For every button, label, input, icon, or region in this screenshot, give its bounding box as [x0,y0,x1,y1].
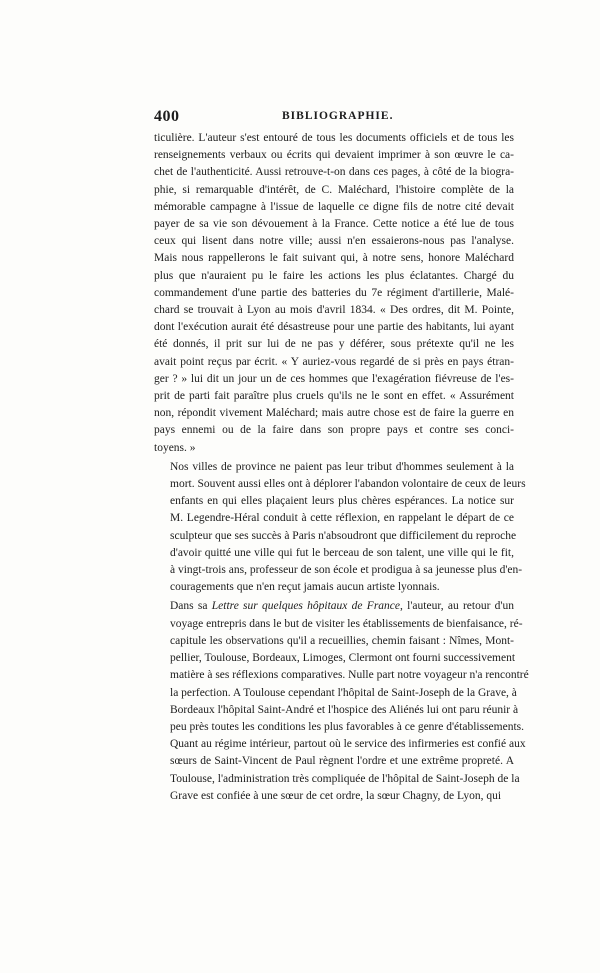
text-line: à vingt-trois ans, professeur de son école et prodigua à sa jeunesse plus d'en- [170,564,523,577]
body-text [154,130,529,805]
text-line: mort. Souvent aussi elles ont à déplorer l'abandon volontaire de ceux de leurs [170,478,526,491]
text-line: couragements que n'en reçut jamais aucun artiste lyonnais. [170,581,440,594]
paragraph-hopitaux [154,598,529,804]
paragraph-legendre-heral [154,459,526,597]
text-line: sœurs de Saint-Vincent de Paul règnent l'ordre et une extrême propreté. A [170,755,514,768]
text-line: dont l'exécution aurait été désastreuse pour une partie des habitants, lui ayant [154,321,514,334]
text-line: été donnés, il prit sur lui de ne pas y déférer, sous prétexte qu'il ne les [154,338,514,351]
text-line: Quant au régime intérieur, partout où le service des infirmeries est confié aux [170,738,526,751]
text-line: voyage entrepris dans le but de visiter les établissements de bienfaisance, ré- [170,617,523,630]
text-line: ticulière. L'auteur s'est entouré de tous les documents officiels et de tous les [154,132,514,144]
work-title: Lettre sur quelques hôpitaux de France [211,600,401,613]
text-line: capitule les observations qu'il a recueillies, chemin faisant : Nîmes, Mont- [170,634,514,647]
text-line: mémorable campagne à l'issue de laquelle ce digne fils de notre cité devait [154,200,514,213]
text-line: d'avoir quitté une ville qui fut le berceau de son talent, une ville qui le fit, [170,546,514,559]
text-line: peu près toutes les conditions les plus favorables à ce genre d'établissements. [170,720,525,733]
text-line: la perfection. A Toulouse cependant l'hôpital de Saint-Joseph de la Grave, à [170,686,517,699]
text-line: Grave est confiée à une sœur de cet ordre, la sœur Chagny, de Lyon, qui [170,789,502,802]
text-line: ger ? » lui dit un jour un de ces hommes que l'exagération fiévreuse de l'es- [154,372,514,385]
text-line-tail: , l'auteur, au retour d'un [400,600,514,613]
text-line: payer de sa vie son dévouement à la France. Cette notice a été lue de tous [154,218,514,231]
text-line: chard se trouvait à Lyon au mois d'avril 1834. « Des ordres, dit M. Pointe, [154,304,514,317]
text-line: ceux qui lisent dans notre ville; aussi n'en essaierons-nous pas l'analyse. [154,235,514,248]
page-header [154,108,514,126]
text-line: avait point reçus par écrit. « Y auriez-vous regardé de si près en pays étran- [154,355,514,368]
text-line: commandement d'une partie des batteries du 7e régiment d'artillerie, Malé- [154,286,514,299]
page-number: 400 [154,108,180,125]
paragraph-maléchard [154,130,514,457]
text-line [154,598,514,615]
text-line: chet de l'authenticité. Aussi retrouve-t-on dans ces pages, à côté de la biogra- [154,166,514,179]
text-line: renseignements verbaux ou écrits qui devaient imprimer à son œuvre le ca- [154,149,514,162]
text-line: matière à ses réflexions comparatives. Nulle part notre voyageur n'a rencontré [170,669,529,682]
text-line: M. Legendre-Héral conduit à cette réflexion, en rappelant le départ de ce [170,512,514,525]
text-line: Bordeaux l'hôpital Saint-André et l'hospice des Aliénés lui ont paru réunir à [170,703,519,716]
text-line: enfants en qui elles plaçaient leurs plus chères espérances. La notice sur [170,495,514,508]
text-line: toyens. » [154,441,196,454]
running-head: BIBLIOGRAPHIE. [282,110,394,122]
text-line: plus que n'auraient pu le faire les actions les plus éclatantes. Chargé du [154,269,514,282]
text-line: Nos villes de province ne paient pas leur tribut d'hommes seulement à la [170,460,514,473]
text-line: Toulouse, l'administration très compliquée de l'hôpital de Saint-Joseph de la [170,772,520,785]
text-line-lead: Dans sa [170,600,212,613]
text-line: Mais nous rappellerons le fait suivant qui, à notre sens, honore Maléchard [154,252,514,265]
text-line: phie, si remarquable d'intérêt, de C. Maléchard, l'histoire complète de la [154,183,514,196]
text-line: pays ennemi ou de la faire dans son propre pays et contre ses conci- [154,424,514,437]
text-line: prit de parti fait paraître plus cruels qu'ils ne le sont en effet. « Assurément [154,390,514,403]
text-line: pellier, Toulouse, Bordeaux, Limoges, Clermont ont fourni successivement [170,652,516,665]
text-line: non, répondit vivement Maléchard; mais autre chose est de faire la guerre en [154,407,514,420]
text-line: sculpteur que ses succès à Paris n'absoudront que difficilement du reproche [170,529,517,542]
